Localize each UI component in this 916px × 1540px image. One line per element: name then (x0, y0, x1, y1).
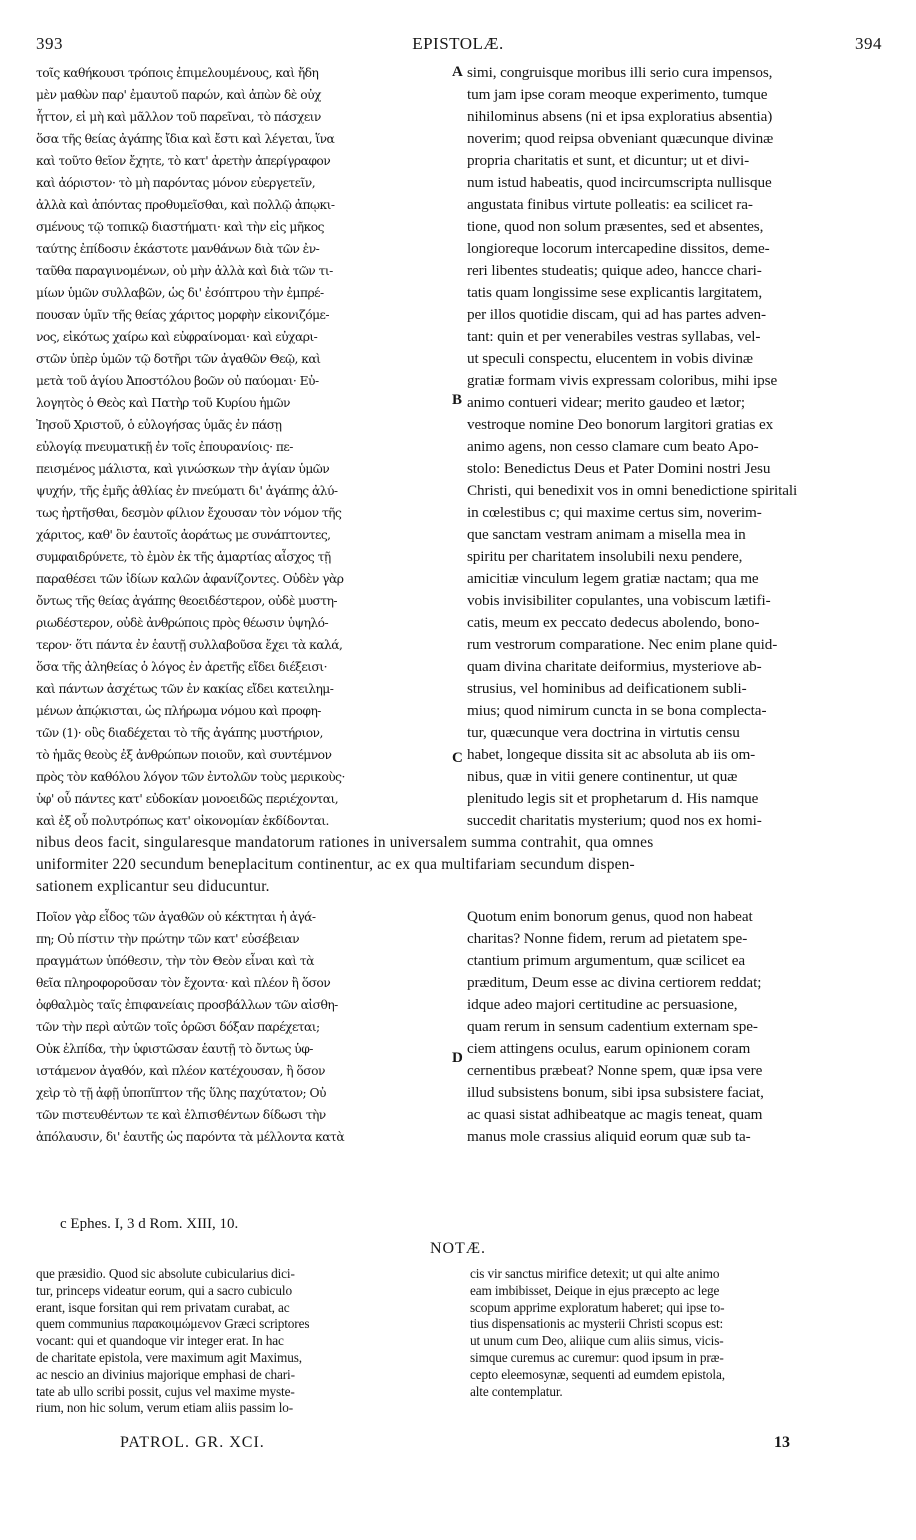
note-text-line: que præsidio. Quod sic absolute cubicularius dici- (36, 1266, 295, 1281)
latin-text-line: ciem attingens oculus, earum opinionem coram (467, 1040, 751, 1057)
running-title: EPISTOLÆ. (412, 34, 504, 53)
latin-text-line: tatis quam longissime sese explicantis largitatem, (467, 284, 763, 301)
greek-text-line: πεισμένος μάλιστα, καὶ γινώσκων τὴν ἁγίαν ὑμῶν (36, 462, 330, 476)
greek-text-line: τερον· ὅτι πάντα ἐν ἑαυτῇ συλλαβοῦσα ἔχει τὰ καλά, (36, 638, 343, 652)
note-text-line: rium, non hic solum, verum etiam aliis passim lo- (36, 1400, 294, 1416)
greek-text-line: λογητὸς ὁ Θεὸς καὶ Πατὴρ τοῦ Κυρίου ἡμῶν (36, 396, 290, 410)
greek-text-line: ἧττον, εἰ μὴ καὶ μᾶλλον τοῦ παρεῖναι, τὸ πάσχειν (36, 110, 321, 124)
greek-text-line: πουσαν ὑμῖν τῆς θείας χάριτος μορφὴν εἰκονιζόμε- (36, 308, 329, 322)
greek-text-line: πη; Οὐ πίστιν τὴν πρώτην τῶν κατ' εὐσέβειαν (36, 932, 300, 946)
greek-text-line: χεὶρ τὸ τῇ ἀφῇ ὑποπῖπτον τῆς ὕλης παχύτατον; Οὐ (36, 1086, 326, 1100)
latin-text-line: quam divina charitate deiformius, mysteriove ab- (467, 658, 762, 675)
greek-text-line: μένων ἀπῴκισται, ὡς πλήρωμα νόμου καὶ προφη- (36, 704, 321, 718)
latin-text-line: Quotum enim bonorum genus, quod non habeat (467, 908, 753, 925)
greek-text-line: Οὐκ ἐλπίδα, τὴν ὑφιστῶσαν ἑαυτῇ τὸ ὄντως ὑφ- (36, 1042, 313, 1056)
greek-text-line: καὶ τοῦτο θεῖον ἔχητε, τὸ κατ' ἀρετὴν ἀπερίγραφον (36, 154, 331, 168)
greek-text-line: ἀλλὰ καὶ ἀπόντας προθυμεῖσθαι, καὶ πολλῷ ἀπῳκι- (36, 198, 335, 212)
latin-text-line: catis, meum ex peccato dedecus abolendo, bono- (467, 614, 760, 631)
latin-text-line: ctantium primum argumentum, quæ scilicet ea (467, 952, 746, 969)
greek-text-line: μὲν μαθὼν παρ' ἐμαυτοῦ παρών, καὶ ἀπὼν δὲ οὐχ (36, 88, 321, 102)
latin-text-line: uniformiter 220 secundum beneplacitum continentur, ac ex qua multifariam secundum dispen- (36, 856, 635, 873)
greek-text-line: τῶν τὴν περὶ αὐτῶν τοῖς ὁρῶσι δόξαν παρέχεται; (36, 1020, 320, 1034)
greek-text-line: χάριτος, καθ' ὃν ἑαυτοῖς ἀοράτως με συνάπτοντες, (36, 528, 331, 542)
note-text-line: cis vir sanctus mirifice detexit; ut qui alte animo (470, 1266, 720, 1281)
note-text-line: simque curemus ac curemur: quod ipsum in præ- (470, 1349, 724, 1365)
greek-column-bottom (36, 906, 450, 1148)
scripture-footnote: c Ephes. I, 3 d Rom. XIII, 10. (60, 1216, 239, 1232)
latin-text-line: amicitiæ vinculum legem gratiæ nactam; qua me (467, 570, 759, 587)
note-text-line: eam imbibisset, Deique in ejus præcepto ac lege (470, 1282, 720, 1298)
note-text-line: erant, isque forsitan qui rem privatam curabat, ac (36, 1299, 290, 1315)
greek-text-line: ὄντως τῆς θείας ἀγάπης θεοειδέστερον, οὐδὲ μυστη- (36, 594, 338, 608)
latin-text-line: mius; quod nimirum cuncta in se bona complecta- (467, 702, 767, 719)
greek-text-line: Ποῖον γὰρ εἶδος τῶν ἀγαθῶν οὐ κέκτηται ἡ ἀγά- (36, 910, 316, 924)
latin-text-line: propria charitatis et sunt, et dicuntur; ut et divi- (467, 152, 750, 169)
greek-text-line: Ἰησοῦ Χριστοῦ, ὁ εὐλογήσας ὑμᾶς ἐν πάσῃ (36, 418, 282, 432)
greek-text-line: τοῖς καθήκουσι τρόποις ἐπιμελουμένους, καὶ ἤδη (36, 66, 319, 80)
latin-text-line: tur, quæcunque vera doctrina in virtutis censu (467, 724, 740, 741)
latin-text-line: manus mole crassius aliquid eorum quæ sub ta- (467, 1128, 751, 1145)
latin-text-line: noverim; quod reipsa obveniant quæcunque divinæ (467, 130, 774, 147)
margin-marker-c: C (452, 750, 463, 766)
latin-text-line: in cœlestibus c; qui maxime certus sim, noverim- (467, 504, 762, 521)
greek-text-line: θεῖα πληροφοροῦσαν τὸν ἔχοντα· καὶ πλέον ἢ ὅσον (36, 976, 331, 990)
latin-text-line: idque adeo majori certitudine ac persuasione, (467, 996, 738, 1013)
note-text-line: tate ab ullo scribi possit, cujus vel maxime myste- (36, 1383, 295, 1399)
note-text-line: de charitate epistola, vere maximum agit Maximus, (36, 1349, 302, 1365)
note-text-line: vocant: qui et quandoque vir integer erat. In hac (36, 1333, 284, 1349)
greek-text-line: τῶν (1)· οὓς διαδέχεται τὸ τῆς ἀγάπης μυστήριον, (36, 726, 323, 740)
latin-text-line: animo contueri videar; merito gaudeo et lætor; (467, 394, 745, 411)
latin-text-line: angustata finibus virtute polleatis: ea scilicet ra- (467, 196, 753, 213)
greek-text-line: ὅσα τῆς ἀληθείας ὁ λόγος ἐν ἀρετῆς εἴδει διέξεισι· (36, 660, 327, 674)
greek-column-top (36, 62, 450, 832)
latin-column-top (467, 62, 881, 832)
latin-text-line: que sanctam vestram animam a misella mea in (467, 526, 746, 543)
note-text-line: ac nescio an divinius majorique emphasi de chari- (36, 1366, 295, 1382)
greek-text-line: παραθέσει τῶν ἰδίων καλῶν ἀφανίζοντες. Οὐδὲν γὰρ (36, 572, 344, 586)
note-text-line: scopum apprime exploratum haberet; qui ipse to- (470, 1299, 725, 1315)
full-width-continuation (36, 832, 881, 898)
latin-text-line: vobis invisibiliter copulantes, una vobiscum lætifi- (467, 592, 771, 609)
note-text-line: cepto eleemosynæ, sequenti ad eumdem epistola, (470, 1366, 725, 1382)
latin-text-line: charitas? Nonne fidem, rerum ad pietatem spe- (467, 930, 748, 947)
notes-column-right (470, 1266, 884, 1400)
notes-heading: NOTÆ. (429, 1240, 487, 1257)
greek-text-line: ιστάμενον ἀγαθόν, καὶ πλέον κατέχουσαν, ἢ ὅσον (36, 1064, 325, 1078)
greek-text-line: πραγμάτων ὑπόθεσιν, τὴν τὸν Θεὸν εἶναι καὶ τὰ (36, 954, 314, 968)
latin-text-line: num istud habeatis, quod incircumscripta nullisque (467, 174, 772, 191)
greek-text-line: μετὰ τοῦ ἁγίου Ἀποστόλου βοῶν οὐ παύομαι· Εὐ- (36, 374, 319, 388)
latin-text-line: longioreque locorum intercapedine dissitos, deme- (467, 240, 770, 257)
margin-marker-b: B (452, 392, 463, 408)
latin-text-line: strusius, vel hominibus ad deificationem subli- (467, 680, 747, 697)
latin-text-line: stolo: Benedictus Deus et Pater Domini nostri Jesu (467, 460, 771, 477)
latin-text-line: per illos quotidie discam, qui ad has partes adven- (467, 306, 766, 323)
greek-text-line: νος, εἰκότως χαίρω καὶ εὐφραίνομαι· καὶ εὐχαρι- (36, 330, 318, 344)
latin-text-line: animo agens, non cesso clamare cum beato Apo- (467, 438, 759, 455)
greek-text-line: εὐλογίᾳ πνευματικῇ ἐν τοῖς ἐπουρανίοις· πε- (36, 440, 293, 454)
greek-text-line: συμφαιδρύνετε, τὸ ἐμὸν ἐκ τῆς ἁμαρτίας αἶσχος τῇ (36, 550, 331, 564)
latin-text-line: rum vestrorum comparatione. Nec enim plane quid- (467, 636, 778, 653)
latin-text-line: nibus, quæ in vitii genere continentur, ut quæ (467, 768, 738, 785)
latin-text-line: habet, longeque dissita sit ac absoluta ab iis om- (467, 746, 756, 763)
latin-text-line: spiritu per charitatem insolubili nexu pendere, (467, 548, 743, 565)
greek-text-line: στῶν ὑπὲρ ὑμῶν τῷ δοτῆρι τῶν ἀγαθῶν Θεῷ, καὶ (36, 352, 321, 366)
greek-text-line: ταῦθα παραγινομένων, οὐ μὴν ἀλλὰ καὶ διὰ τῶν τι- (36, 264, 333, 278)
latin-text-line: tum jam ipse coram meoque experimento, tumque (467, 86, 768, 103)
greek-text-line: σμένους τῷ τοπικῷ διαστήματι· καὶ τὴν εἰς μῆκος (36, 220, 324, 234)
greek-text-line: τως ἠρτῆσθαι, δεσμὸν φίλιον ἔχουσαν τὸν νόμον τῆς (36, 506, 342, 520)
greek-text-line: τῶν πιστευθέντων τε καὶ ἐλπισθέντων δίδωσι τὴν (36, 1108, 326, 1122)
greek-text-line: πρὸς τὸν καθόλου λόγον τῶν ἐντολῶν τοὺς μερικοὺς· (36, 770, 345, 784)
greek-text-line: τὸ ἡμᾶς θεοὺς ἐξ ἀνθρώπων ποιοῦν, καὶ συντέμνον (36, 748, 332, 762)
page-number-right: 394 (855, 34, 882, 53)
note-text-line: tur, princeps videatur eorum, qui a sacro cubiculo (36, 1282, 292, 1298)
greek-text-line: ὀφθαλμὸς ταῖς ἐπιφανείαις προσβάλλων τῶν αἰσθη- (36, 998, 338, 1012)
greek-text-line: ὑφ' οὗ πάντες κατ' εὐδοκίαν μονοειδῶς περιέχονται, (36, 792, 339, 806)
latin-text-line: vestroque nomine Deo bonorum largitori gratias ex (467, 416, 774, 433)
latin-text-line: reri libentes studeatis; quique adeo, hancce chari- (467, 262, 762, 279)
latin-text-line: succedit charitatis mysterium; quod nos ex homi- (467, 812, 762, 829)
greek-text-line: μίων ὑμῶν συλλαβῶν, ὡς δι' ἐσόπτρου τὴν ἐμπρέ- (36, 286, 324, 300)
latin-text-line: tant: quin et per venerabiles vestras syllabas, vel- (467, 328, 761, 345)
latin-text-line: nihilominus absens (ni et ipsa exploratius absentia) (467, 108, 773, 125)
latin-text-line: illud subsistens bonum, sibi ipsa subsistere faciat, (467, 1084, 764, 1101)
note-text-line: quem communius παρακοιμώμενον Græci scriptores (36, 1316, 310, 1332)
notes-column-left (36, 1266, 450, 1417)
latin-text-line: plenitudo legis sit et prophetarum d. His namque (467, 790, 759, 807)
latin-column-bottom (467, 906, 881, 1148)
greek-text-line: ταύτης ἐπίδοσιν ἑκάστοτε μανθάνων διὰ τῶν ἐν- (36, 242, 320, 256)
signature-number: 13 (774, 1434, 790, 1451)
latin-text-line: ac quasi sistat adhibeatque ac magis teneat, quam (467, 1106, 763, 1123)
greek-text-line: ψυχήν, τῆς ἐμῆς ἀθλίας ἐν πνεύματι δι' ἀγάπης ἀλύ- (36, 484, 338, 498)
latin-text-line: nibus deos facit, singularesque mandatorum rationes in universalem summa contrahit, qua omnes (36, 834, 654, 851)
greek-text-line: ὅσα τῆς θείας ἀγάπης ἴδια καὶ ἔστι καὶ λέγεται, ἵνα (36, 132, 335, 146)
greek-text-line: καὶ ἀόριστον· τὸ μὴ παρόντας μόνον εὐεργετεῖν, (36, 176, 316, 190)
latin-text-line: cernentibus præbeat? Nonne spem, quæ ipsa vere (467, 1062, 763, 1079)
greek-text-line: καὶ ἐξ οὗ πολυτρόπως κατ' οἰκονομίαν ἐκδίδονται. (36, 814, 329, 828)
greek-text-line: ριωδέστερον, οὐδὲ ἀνθρώποις πρὸς θέωσιν ὑψηλό- (36, 616, 329, 630)
latin-text-line: Christi, qui benedixit vos in omni benedictione spiritali (467, 482, 798, 499)
latin-text-line: gratiæ formam vivis expressam coloribus, mihi ipse (467, 372, 778, 389)
series-footer: PATROL. GR. XCI. (120, 1434, 265, 1451)
latin-text-line: ut speculi conspectu, elucentem in vobis divinæ (467, 350, 753, 367)
note-text-line: alte contemplatur. (470, 1383, 563, 1399)
latin-text-line: sationem explicantur seu diducuntur. (36, 878, 270, 895)
greek-text-line: καὶ πάντων ἀσχέτως τῶν ἐν κακίας εἴδει κατειλημ- (36, 682, 334, 696)
latin-text-line: simi, congruisque moribus illi serio cura impensos, (467, 64, 773, 81)
latin-text-line: quam rerum in sensum cadentium externam spe- (467, 1018, 758, 1035)
note-text-line: ut unum cum Deo, aliique cum aliis simus, vicis- (470, 1333, 724, 1349)
page-number-left: 393 (36, 34, 63, 53)
margin-marker-d: D (452, 1050, 463, 1066)
greek-text-line: ἀπόλαυσιν, δι' ἑαυτῆς ὡς παρόντα τὰ μέλλοντα κατὰ (36, 1130, 345, 1144)
latin-text-line: præditum, Deum esse ac divina certiorem reddat; (467, 974, 762, 991)
latin-text-line: tione, quod non solum præsentes, sed et absentes, (467, 218, 764, 235)
note-text-line: tius dispensationis ac mysterii Christi scopus est: (470, 1316, 724, 1332)
margin-marker-a: A (452, 64, 463, 80)
